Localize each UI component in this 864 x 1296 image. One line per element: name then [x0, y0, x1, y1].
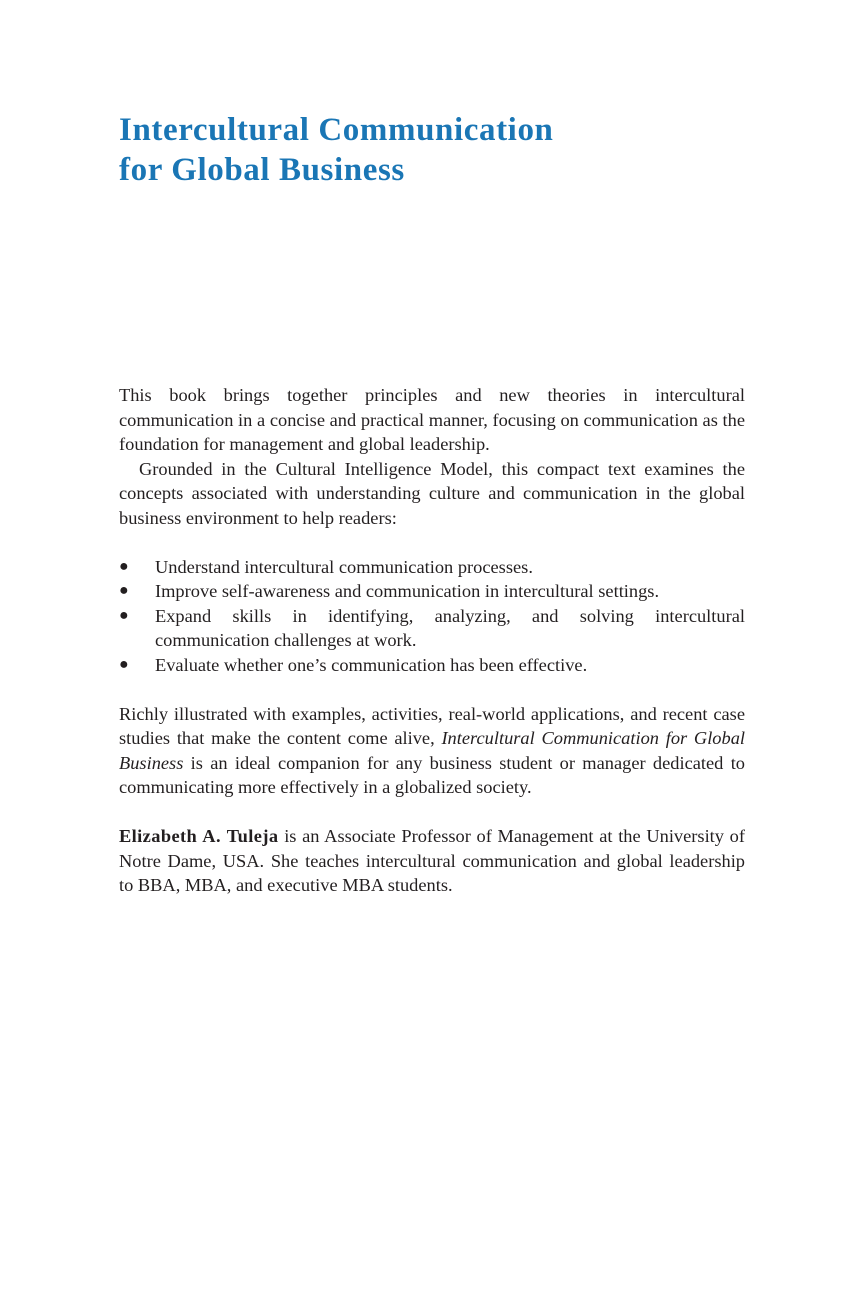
benefits-list	[119, 555, 745, 678]
list-item-text: Evaluate whether one’s communication has been effective.	[155, 654, 588, 675]
list-item	[119, 653, 745, 678]
bullet-icon: ●	[119, 557, 129, 575]
book-title-line-1: Intercultural Communication	[119, 112, 554, 148]
author-name: Elizabeth A. Tuleja	[119, 826, 279, 846]
list-item-text: Understand intercultural communication processes.	[155, 556, 533, 577]
bullet-icon: ●	[119, 582, 129, 599]
richly-text-start: Richly illustrated with examples, activities, real-world applications, and recent case studies that make the content come alive,	[119, 703, 745, 748]
list-item	[119, 604, 745, 653]
author-bio: is an Associate Professor of Management at the University of Notre Dame, USA. She teaches intercultural communication and global leadership to BBA, MBA, and executive MBA students.	[119, 826, 745, 895]
bullet-icon: ●	[119, 606, 129, 624]
book-title	[119, 110, 554, 190]
list-item	[119, 579, 745, 604]
list-item	[119, 555, 745, 580]
richly-paragraph	[119, 702, 745, 800]
richly-book-title: Intercultural Communication for Global Business	[119, 728, 745, 773]
richly-text-end: is an ideal companion for any business student or manager dedicated to communicating more effectively in a globalized society.	[119, 752, 745, 797]
description	[119, 383, 745, 898]
grounded-paragraph: Grounded in the Cultural Intelligence Model, this compact text examines the concepts associated with understanding culture and communication in the global business environment to help readers:	[119, 458, 745, 528]
intro-paragraph: This book brings together principles and new theories in intercultural communication in a concise and practical manner, focusing on communication as the foundation for management and global leadership.	[119, 385, 745, 454]
author-paragraph	[119, 824, 745, 898]
list-item-text: Expand skills in identifying, analyzing, and solving intercultural communication challenges at work.	[155, 605, 745, 650]
bullet-icon: ●	[119, 655, 129, 673]
book-title-line-2: for Global Business	[119, 152, 405, 188]
list-item-text: Improve self-awareness and communication in intercultural settings.	[155, 581, 660, 601]
